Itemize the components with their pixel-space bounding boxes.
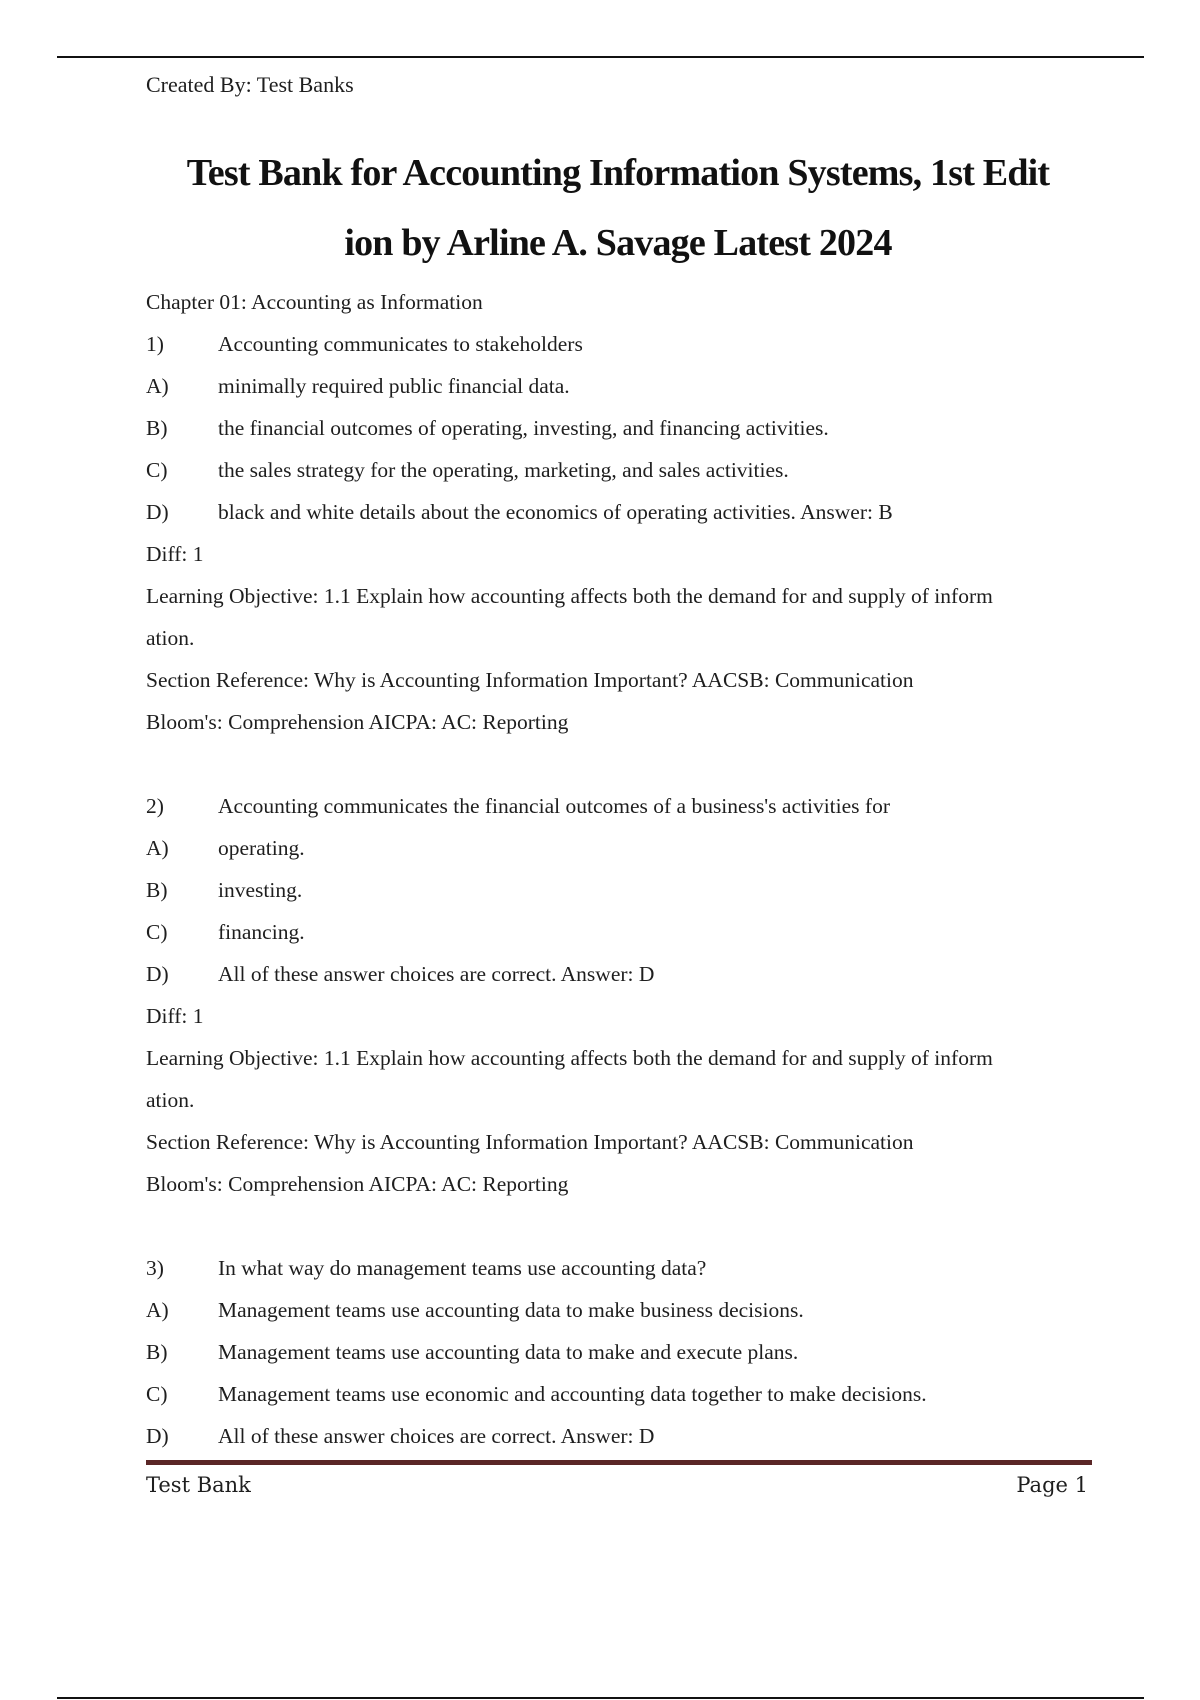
option-text: Management teams use accounting data to make business decisions.	[218, 1298, 804, 1322]
footer-rule	[146, 1460, 1092, 1465]
learning-objective-line-1: Learning Objective: 1.1 Explain how accounting affects both the demand for and supply of inform	[146, 584, 993, 608]
option-label: A)	[146, 1298, 169, 1322]
question-block-2	[146, 785, 1096, 1205]
footer-left-label: Test Bank	[146, 1473, 251, 1497]
answer-option	[146, 491, 1096, 533]
option-text: investing.	[218, 878, 303, 902]
learning-objective-line-1: Learning Objective: 1.1 Explain how accounting affects both the demand for and supply of inform	[146, 1046, 993, 1070]
question-block-3	[146, 1247, 1096, 1457]
section-reference: Section Reference: Why is Accounting Information Important? AACSB: Communication	[146, 1130, 914, 1154]
question-number: 1)	[146, 332, 164, 356]
bloom-line: Bloom's: Comprehension AICPA: AC: Reporting	[146, 710, 569, 734]
answer-option	[146, 365, 1096, 407]
option-text: the financial outcomes of operating, investing, and financing activities.	[218, 416, 829, 440]
answer-option	[146, 1415, 1096, 1457]
answer-option	[146, 911, 1096, 953]
option-text: minimally required public financial data.	[218, 374, 570, 398]
question-stem	[146, 785, 1096, 827]
answer-option	[146, 407, 1096, 449]
question-stem	[146, 323, 1096, 365]
question-number: 3)	[146, 1256, 164, 1280]
created-by-label: Created By: Test Banks	[146, 72, 354, 97]
option-label: B)	[146, 878, 168, 902]
option-text: All of these answer choices are correct. Answer: D	[218, 1424, 655, 1448]
question-text: In what way do management teams use accounting data?	[218, 1256, 707, 1280]
answer-option	[146, 827, 1096, 869]
chapter-heading: Chapter 01: Accounting as Information	[146, 290, 483, 314]
answer-option	[146, 953, 1096, 995]
option-text: black and white details about the economics of operating activities. Answer: B	[218, 500, 893, 524]
answer-option	[146, 449, 1096, 491]
option-label: A)	[146, 374, 169, 398]
document-title	[146, 138, 1090, 278]
title-line-1: Test Bank for Accounting Information Systems, 1st Edit	[186, 152, 1050, 194]
learning-objective-line-2: ation.	[146, 626, 195, 650]
difficulty-line: Diff: 1	[146, 542, 204, 566]
option-label: D)	[146, 500, 169, 524]
option-text: All of these answer choices are correct. Answer: D	[218, 962, 655, 986]
question-text: Accounting communicates to stakeholders	[218, 332, 583, 356]
page-number: Page 1	[1016, 1473, 1088, 1497]
option-text: operating.	[218, 836, 305, 860]
question-stem	[146, 1247, 1096, 1289]
option-label: D)	[146, 1424, 169, 1448]
answer-option	[146, 1331, 1096, 1373]
title-line-2: ion by Arline A. Savage Latest 2024	[344, 222, 892, 264]
question-text: Accounting communicates the financial outcomes of a business's activities for	[218, 794, 890, 818]
option-label: C)	[146, 920, 168, 944]
learning-objective-line-2: ation.	[146, 1088, 195, 1112]
option-label: B)	[146, 1340, 168, 1364]
section-reference: Section Reference: Why is Accounting Information Important? AACSB: Communication	[146, 668, 914, 692]
option-text: Management teams use accounting data to make and execute plans.	[218, 1340, 799, 1364]
option-label: C)	[146, 1382, 168, 1406]
option-text: financing.	[218, 920, 305, 944]
option-label: C)	[146, 458, 168, 482]
question-block-1	[146, 323, 1096, 743]
spacer	[146, 743, 1096, 785]
difficulty-line: Diff: 1	[146, 1004, 204, 1028]
top-rule	[57, 56, 1144, 58]
option-text: Management teams use economic and accounting data together to make decisions.	[218, 1382, 927, 1406]
bottom-rule	[57, 1697, 1144, 1699]
answer-option	[146, 1373, 1096, 1415]
document-body	[146, 281, 1096, 1457]
option-label: B)	[146, 416, 168, 440]
question-number: 2)	[146, 794, 164, 818]
answer-option	[146, 869, 1096, 911]
spacer	[146, 1205, 1096, 1247]
bloom-line: Bloom's: Comprehension AICPA: AC: Reporting	[146, 1172, 569, 1196]
option-label: D)	[146, 962, 169, 986]
answer-option	[146, 1289, 1096, 1331]
option-text: the sales strategy for the operating, marketing, and sales activities.	[218, 458, 789, 482]
option-label: A)	[146, 836, 169, 860]
